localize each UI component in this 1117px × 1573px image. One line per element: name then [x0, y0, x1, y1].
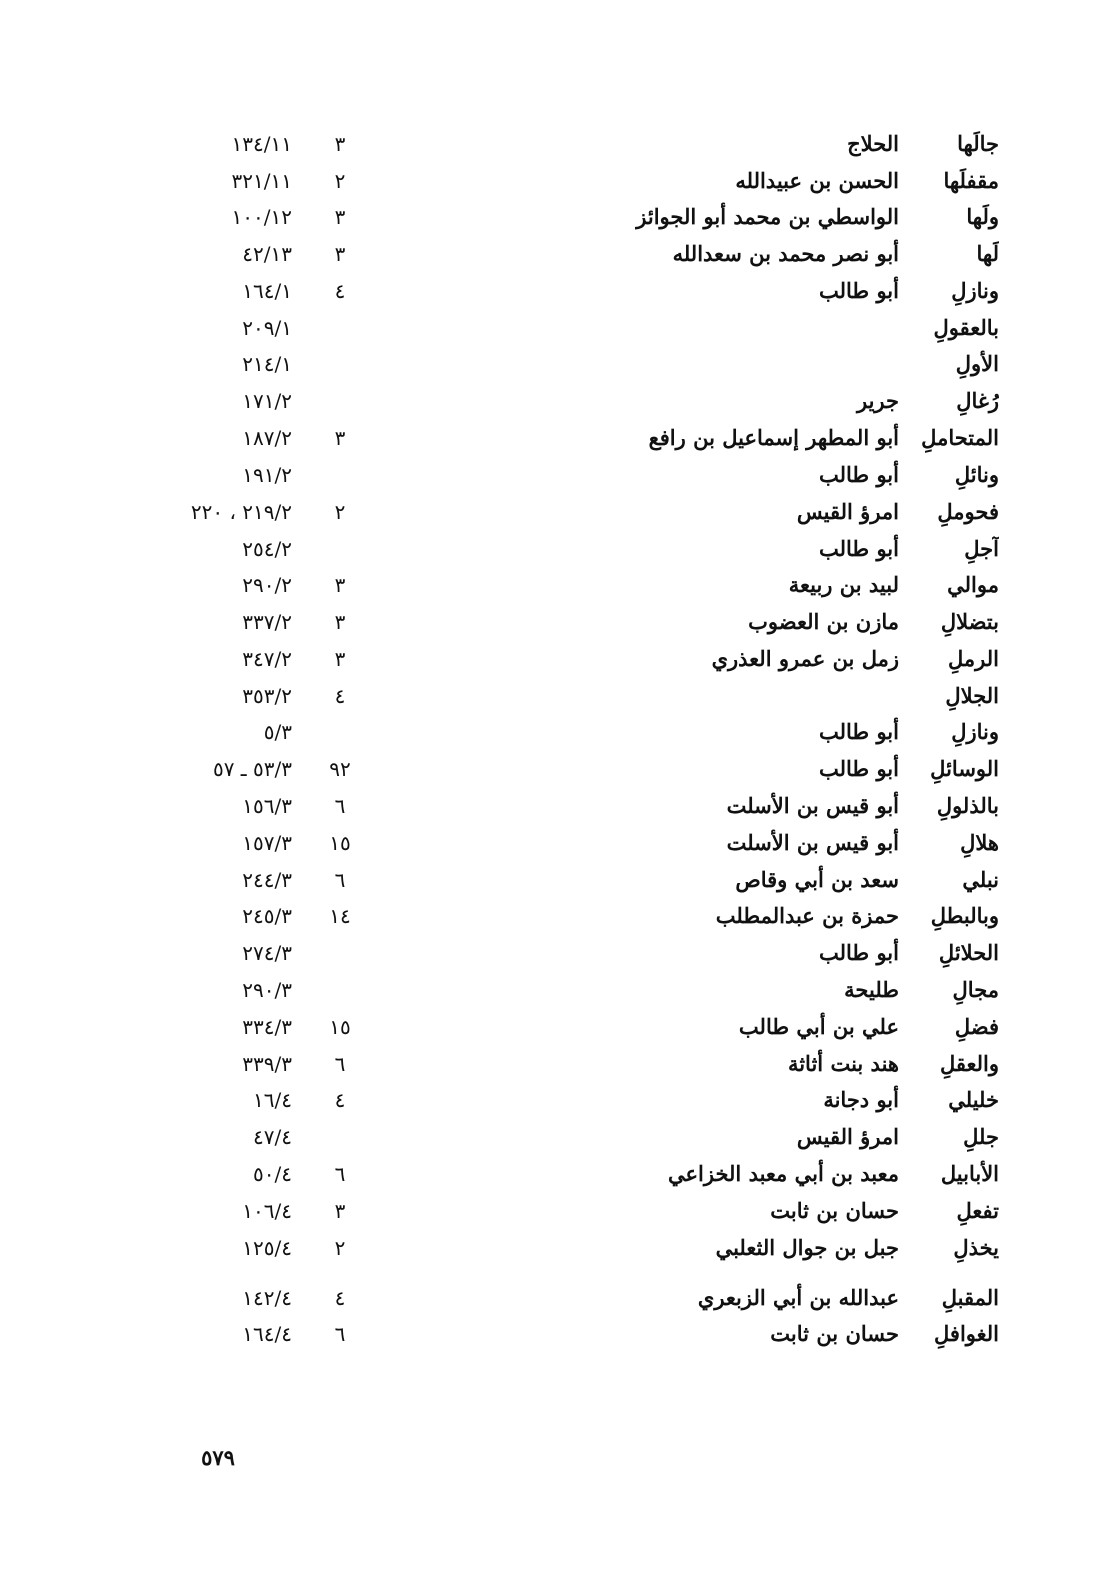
index-row [0, 1046, 1117, 1082]
volume-page-reference: ٢٤٥/٣ [242, 904, 292, 928]
poet-name: طليحة [844, 977, 899, 1002]
rhyme-word: بتضلالِ [940, 609, 999, 634]
poet-name: أبو طالب [819, 756, 899, 781]
poet-name: سعد بن أبي وقاص [735, 867, 899, 892]
rhyme-word: خليلي [948, 1087, 999, 1112]
index-row [0, 898, 1117, 934]
verse-count: ٢ [334, 500, 346, 524]
rhyme-word: المتحاملِ [921, 425, 999, 450]
poet-name: حسان بن ثابت [770, 1198, 899, 1223]
verse-count: ٣ [334, 205, 346, 229]
verse-count: ٢ [334, 169, 346, 193]
rhyme-word: ونازلِ [951, 278, 999, 303]
verse-count: ٣ [334, 1199, 346, 1223]
volume-page-reference: ٢٩٠/٣ [242, 978, 292, 1002]
index-row [0, 126, 1117, 162]
poet-name [479, 310, 899, 346]
poet-name: حمزة بن عبدالمطلب [715, 903, 899, 928]
rhyme-word: آجلِ [964, 536, 999, 561]
index-row [0, 1156, 1117, 1192]
rhyme-word: ونازلِ [951, 719, 999, 744]
index-row [0, 1230, 1117, 1266]
index-row [0, 935, 1117, 971]
verse-count: ٦ [334, 794, 346, 818]
poet-name: علي بن أبي طالب [738, 1014, 899, 1039]
index-row [0, 1119, 1117, 1155]
verse-count: ٩٢ [329, 757, 351, 781]
poet-name: أبو طالب [819, 719, 899, 744]
page-number: ٥٧٩ [201, 1445, 235, 1470]
rhyme-word: المقبلِ [941, 1285, 999, 1310]
rhyme-word: فحوملِ [937, 499, 999, 524]
index-row [0, 531, 1117, 567]
rhyme-word: يخذلِ [953, 1235, 999, 1260]
volume-page-reference: ١٣٤/١١ [231, 132, 292, 156]
volume-page-reference: ٣٣٩/٣ [242, 1052, 292, 1076]
rhyme-word: فضلِ [954, 1014, 999, 1039]
verse-count [310, 531, 370, 567]
volume-page-reference: ١٢٥/٤ [242, 1236, 292, 1260]
verse-count: ٤ [334, 1088, 346, 1112]
rhyme-word: الأولِ [955, 351, 999, 376]
rhyme-word: جللِ [963, 1124, 999, 1149]
index-row [0, 310, 1117, 346]
rhyme-word: موالي [947, 572, 999, 597]
poet-name: أبو قيس بن الأسلت [726, 830, 899, 855]
volume-page-reference: ٣٤٧/٢ [242, 647, 292, 671]
volume-page-reference: ٢٠٩/١ [242, 316, 292, 340]
index-row [0, 163, 1117, 199]
poet-name [479, 678, 899, 714]
rhyme-word: ولَها [966, 204, 999, 229]
index-row [0, 567, 1117, 603]
poet-name: لبيد بن ربيعة [788, 572, 899, 597]
poet-name: الواسطي بن محمد أبو الجوائز [636, 204, 899, 229]
rhyme-word: مقفلَها [943, 168, 999, 193]
index-row [0, 1082, 1117, 1118]
volume-page-reference: ١٥٦/٣ [242, 794, 292, 818]
poet-name: امرؤ القيس [796, 1124, 899, 1149]
index-row [0, 494, 1117, 530]
rhyme-word: هلالِ [960, 830, 999, 855]
index-row [0, 825, 1117, 861]
verse-count: ٤ [334, 684, 346, 708]
poet-name: الحلاج [847, 131, 899, 156]
poet-name: أبو طالب [819, 462, 899, 487]
verse-count: ٦ [334, 868, 346, 892]
poet-name: جرير [857, 388, 899, 413]
volume-page-reference: ١٦٤/١ [242, 279, 292, 303]
rhyme-word: والعقلِ [939, 1051, 999, 1076]
poet-name: هند بنت أثاثة [787, 1051, 899, 1076]
rhyme-word: وبالبطلِ [930, 903, 999, 928]
index-row [0, 457, 1117, 493]
verse-count: ١٥ [329, 1015, 351, 1039]
rhyme-word: نبلي [962, 867, 999, 892]
rhyme-word: الجلالِ [945, 683, 999, 708]
index-row [0, 641, 1117, 677]
rhyme-word: جالَها [957, 131, 999, 156]
index-row [0, 1316, 1117, 1352]
volume-page-reference: ١٨٧/٢ [242, 426, 292, 450]
volume-page-reference: ٣٥٣/٢ [242, 684, 292, 708]
index-row [0, 1280, 1117, 1316]
rhyme-word: لَها [976, 241, 999, 266]
verse-count: ٦ [334, 1162, 346, 1186]
volume-page-reference: ١٦٤/٤ [242, 1322, 292, 1346]
rhyme-word: الرملِ [948, 646, 999, 671]
volume-page-reference: ٥/٣ [263, 720, 292, 744]
volume-page-reference: ١٠٠/١٢ [231, 205, 292, 229]
rhyme-word: بالعقولِ [933, 315, 999, 340]
index-row [0, 972, 1117, 1008]
poet-name: أبو دجانة [823, 1087, 899, 1112]
index-row [0, 199, 1117, 235]
verse-count: ١٤ [329, 904, 351, 928]
poet-name [479, 346, 899, 382]
rhyme-word: الحلائلِ [938, 940, 999, 965]
verse-count [310, 346, 370, 382]
index-row [0, 604, 1117, 640]
rhyme-word: الغوافلِ [934, 1321, 999, 1346]
poet-name: امرؤ القيس [796, 499, 899, 524]
verse-count [310, 310, 370, 346]
verse-count: ٤ [334, 279, 346, 303]
verse-count: ٤ [334, 1286, 346, 1310]
volume-page-reference: ٢١٩/٢ ، ٢٢٠ [190, 500, 292, 524]
index-row [0, 788, 1117, 824]
verse-count: ٦ [334, 1052, 346, 1076]
volume-page-reference: ٢٥٤/٢ [242, 537, 292, 561]
volume-page-reference: ٥٠/٤ [253, 1162, 292, 1186]
poet-name: أبو نصر محمد بن سعدالله [672, 241, 899, 266]
verse-count: ١٥ [329, 831, 351, 855]
index-row [0, 862, 1117, 898]
volume-page-reference: ٣٣٤/٣ [242, 1015, 292, 1039]
verse-count: ٣ [334, 426, 346, 450]
verse-count [310, 457, 370, 493]
poet-name: معبد بن أبي معبد الخزاعي [668, 1161, 899, 1186]
verse-count: ٣ [334, 132, 346, 156]
volume-page-reference: ١٤٢/٤ [242, 1286, 292, 1310]
poet-name: أبو طالب [819, 278, 899, 303]
poet-name: عبدالله بن أبي الزبعري [697, 1285, 899, 1310]
verse-count [310, 714, 370, 750]
verse-count [310, 972, 370, 1008]
poet-name: أبو قيس بن الأسلت [726, 793, 899, 818]
poet-name: أبو طالب [819, 940, 899, 965]
volume-page-reference: ١٧١/٢ [242, 389, 292, 413]
volume-page-reference: ١٩١/٢ [242, 463, 292, 487]
verse-count [310, 935, 370, 971]
rhyme-word: الوسائلِ [930, 756, 999, 781]
index-row [0, 678, 1117, 714]
rhyme-word: مجالِ [952, 977, 999, 1002]
verse-count [310, 383, 370, 419]
rhyme-word: رُغالِ [956, 388, 999, 413]
volume-page-reference: ٢٤٤/٣ [242, 868, 292, 892]
index-row [0, 1009, 1117, 1045]
verse-count: ٣ [334, 573, 346, 597]
verse-count: ٦ [334, 1322, 346, 1346]
index-row [0, 346, 1117, 382]
verse-count: ٣ [334, 647, 346, 671]
volume-page-reference: ٤٧/٤ [253, 1125, 292, 1149]
index-row [0, 236, 1117, 272]
index-row [0, 714, 1117, 750]
volume-page-reference: ٢٧٤/٣ [242, 941, 292, 965]
rhyme-word: الأبابيل [940, 1161, 999, 1186]
rhyme-word: تفعلِ [956, 1198, 999, 1223]
verse-count: ٣ [334, 610, 346, 634]
volume-page-reference: ٤٢/١٣ [242, 242, 292, 266]
volume-page-reference: ١٦/٤ [253, 1088, 292, 1112]
poet-name: مازن بن العضوب [748, 609, 899, 634]
verse-count [310, 1119, 370, 1155]
poet-name: أبو طالب [819, 536, 899, 561]
volume-page-reference: ١٠٦/٤ [242, 1199, 292, 1223]
poet-name: زمل بن عمرو العذري [711, 646, 899, 671]
poet-name: حسان بن ثابت [770, 1321, 899, 1346]
verse-count: ٣ [334, 242, 346, 266]
poet-name: أبو المطهر إسماعيل بن رافع [648, 425, 899, 450]
volume-page-reference: ٣٢١/١١ [231, 169, 292, 193]
index-row [0, 383, 1117, 419]
index-row [0, 751, 1117, 787]
volume-page-reference: ٢١٤/١ [242, 352, 292, 376]
index-row [0, 273, 1117, 309]
volume-page-reference: ٥٣/٣ ـ ٥٧ [212, 757, 292, 781]
rhyme-word: بالذلولِ [936, 793, 999, 818]
volume-page-reference: ٢٩٠/٢ [242, 573, 292, 597]
index-row [0, 1193, 1117, 1229]
volume-page-reference: ١٥٧/٣ [242, 831, 292, 855]
rhyme-word: ونائلِ [954, 462, 999, 487]
poet-name: الحسن بن عبيدالله [735, 168, 899, 193]
verse-count: ٢ [334, 1236, 346, 1260]
volume-page-reference: ٣٣٧/٢ [242, 610, 292, 634]
index-row [0, 420, 1117, 456]
poet-name: جبل بن جوال الثعلبي [715, 1235, 899, 1260]
